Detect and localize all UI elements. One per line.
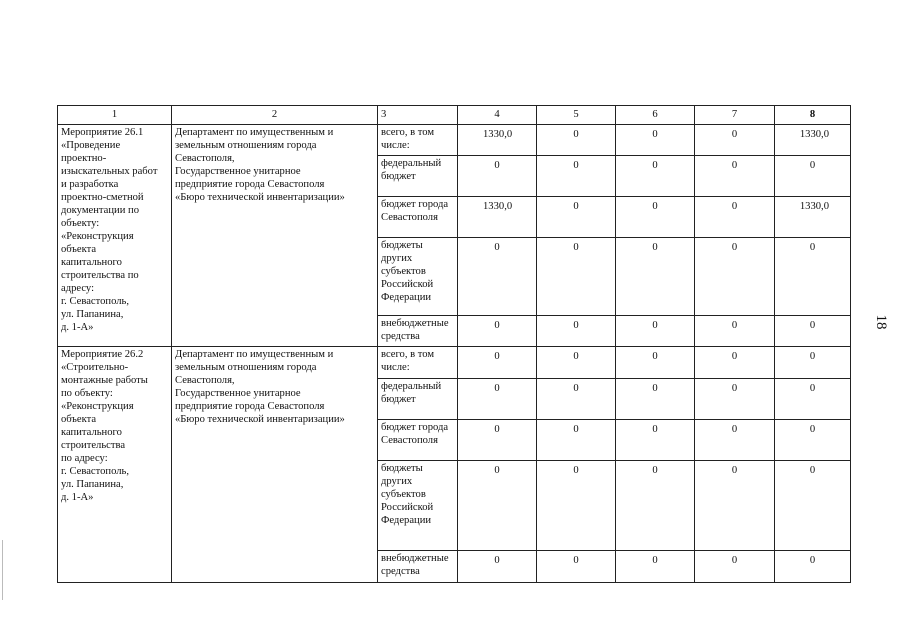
header-col-7: 7 [695,106,775,125]
value-text: 0 [652,555,658,566]
value-text: 0 [494,383,500,394]
header-col-2: 2 [172,106,378,125]
value-text: 0 [731,320,738,331]
value-cell-col-7 [695,125,775,156]
value-text: 0 [731,201,738,212]
funding-source-text: внебюджетные средства [381,318,449,342]
value-text: 0 [652,242,658,253]
executor-cell [172,347,378,583]
value-text: 0 [573,351,579,362]
value-text: 0 [652,424,658,435]
value-text: 0 [652,160,658,171]
table-row [58,125,851,156]
value-cell-col-6 [616,316,695,347]
value-text: 0 [809,465,816,476]
value-cell-col-8 [775,156,851,197]
value-cell-col-8 [775,197,851,238]
value-cell-col-7 [695,238,775,316]
funding-source-text: всего, в том числе: [381,127,435,151]
value-cell-col-7 [695,197,775,238]
value-cell-col-4 [458,551,537,583]
value-cell-col-4 [458,420,537,461]
header-col-5: 5 [537,106,616,125]
value-cell-col-5 [537,238,616,316]
value-text: 0 [731,424,738,435]
funding-source-text: всего, в том числе: [381,349,435,373]
header-col-4: 4 [458,106,537,125]
funding-source-text: бюджет города Севастополя [381,422,449,446]
value-cell-col-5 [537,347,616,379]
value-cell-col-8 [775,551,851,583]
value-text: 0 [573,383,579,394]
funding-source-text: федеральный бюджет [381,381,442,405]
value-text: 0 [731,242,738,253]
value-cell-col-4 [458,379,537,420]
value-cell-col-7 [695,551,775,583]
value-text: 0 [652,383,658,394]
funding-source-cell [378,156,458,197]
funding-source-text: внебюджетные средства [381,553,449,577]
value-text: 0 [809,383,816,394]
funding-source-text: федеральный бюджет [381,158,442,182]
value-text: 0 [573,129,579,140]
value-cell-col-6 [616,156,695,197]
value-text: 0 [731,555,738,566]
value-text: 0 [809,242,816,253]
measure-text: Мероприятие 26.2 «Строительно- монтажные работы по объекту: «Реконструкция объекта капитального строительства по адресу: г. Севастополь, ул. Папанина, д. 1-А» [61,349,148,503]
value-text: 0 [494,555,500,566]
value-cell-col-5 [537,420,616,461]
value-text: 1330,0 [799,129,829,140]
value-cell-col-5 [537,461,616,551]
value-cell-col-8 [775,125,851,156]
executor-text: Департамент по имущественным и земельным отношениям города Севастополя, Государственное унитарное предприятие города Севастополя «Бюро технической инвентаризации» [175,349,345,425]
value-cell-col-6 [616,461,695,551]
measure-cell [58,125,172,347]
value-cell-col-8 [775,379,851,420]
value-text: 0 [652,201,658,212]
value-text: 1330,0 [799,201,829,212]
value-text: 0 [809,160,816,171]
value-text: 0 [494,242,500,253]
value-text: 0 [573,465,579,476]
value-text: 0 [573,242,579,253]
value-text: 0 [494,351,500,362]
table-row [58,347,851,379]
value-text: 0 [573,424,579,435]
funding-source-cell [378,461,458,551]
funding-source-cell [378,379,458,420]
value-text: 1330,0 [483,129,513,140]
value-cell-col-4 [458,347,537,379]
value-cell-col-8 [775,461,851,551]
value-text: 0 [809,320,816,331]
value-text: 0 [494,424,500,435]
value-cell-col-4 [458,125,537,156]
value-cell-col-5 [537,125,616,156]
value-cell-col-6 [616,347,695,379]
value-text: 0 [494,160,500,171]
value-text: 0 [573,160,579,171]
value-cell-col-5 [537,316,616,347]
value-text: 0 [652,320,658,331]
value-text: 0 [652,351,658,362]
value-text: 0 [494,465,500,476]
value-cell-col-4 [458,156,537,197]
value-cell-col-7 [695,379,775,420]
budget-table [57,105,851,583]
value-cell-col-5 [537,379,616,420]
value-cell-col-6 [616,197,695,238]
measure-cell [58,347,172,583]
value-text: 1330,0 [483,201,513,212]
funding-source-cell [378,238,458,316]
value-text: 0 [809,424,816,435]
value-text: 0 [573,201,579,212]
header-col-8: 8 [775,106,851,125]
executor-cell [172,125,378,347]
funding-source-text: бюджет города Севастополя [381,199,449,223]
header-row [58,106,851,125]
scan-margin-mark [2,540,3,600]
funding-source-cell [378,125,458,156]
value-text: 0 [731,160,738,171]
value-cell-col-7 [695,156,775,197]
value-text: 0 [731,129,738,140]
value-cell-col-6 [616,551,695,583]
value-cell-col-4 [458,197,537,238]
value-text: 0 [731,465,738,476]
value-cell-col-4 [458,461,537,551]
value-cell-col-4 [458,316,537,347]
value-text: 0 [652,129,658,140]
executor-text: Департамент по имущественным и земельным отношениям города Севастополя, Государственное унитарное предприятие города Севастополя «Бюро технической инвентаризации» [175,127,345,203]
value-text: 0 [573,320,579,331]
value-cell-col-7 [695,461,775,551]
value-cell-col-7 [695,347,775,379]
value-cell-col-6 [616,379,695,420]
value-cell-col-8 [775,316,851,347]
value-text: 0 [494,320,500,331]
header-col-1: 1 [58,106,172,125]
value-cell-col-8 [775,238,851,316]
value-cell-col-8 [775,347,851,379]
value-cell-col-4 [458,238,537,316]
value-cell-col-5 [537,551,616,583]
value-cell-col-6 [616,238,695,316]
value-cell-col-8 [775,420,851,461]
measure-text: Мероприятие 26.1 «Проведение проектно- изыскательных работ и разработка проектно-сметной документации по объекту: «Реконструкция объекта капитального строительства по адресу: г. Севастополь, ул. Папанина, д. 1-А» [61,127,158,333]
value-text: 0 [731,351,738,362]
value-text: 0 [652,465,658,476]
value-cell-col-7 [695,420,775,461]
header-col-6: 6 [616,106,695,125]
value-cell-col-5 [537,197,616,238]
funding-source-text: бюджеты других субъектов Российской Федерации [381,240,434,303]
funding-source-cell [378,316,458,347]
funding-source-cell [378,197,458,238]
funding-source-cell [378,347,458,379]
header-col-3: 3 [378,106,458,125]
value-text: 0 [809,351,816,362]
value-cell-col-5 [537,156,616,197]
value-cell-col-7 [695,316,775,347]
value-cell-col-6 [616,125,695,156]
funding-source-cell [378,551,458,583]
funding-source-text: бюджеты других субъектов Российской Федерации [381,463,434,526]
value-text: 0 [573,555,579,566]
value-text: 0 [809,555,816,566]
page-number: 18 [873,314,889,330]
value-cell-col-6 [616,420,695,461]
funding-source-cell [378,420,458,461]
value-text: 0 [731,383,738,394]
